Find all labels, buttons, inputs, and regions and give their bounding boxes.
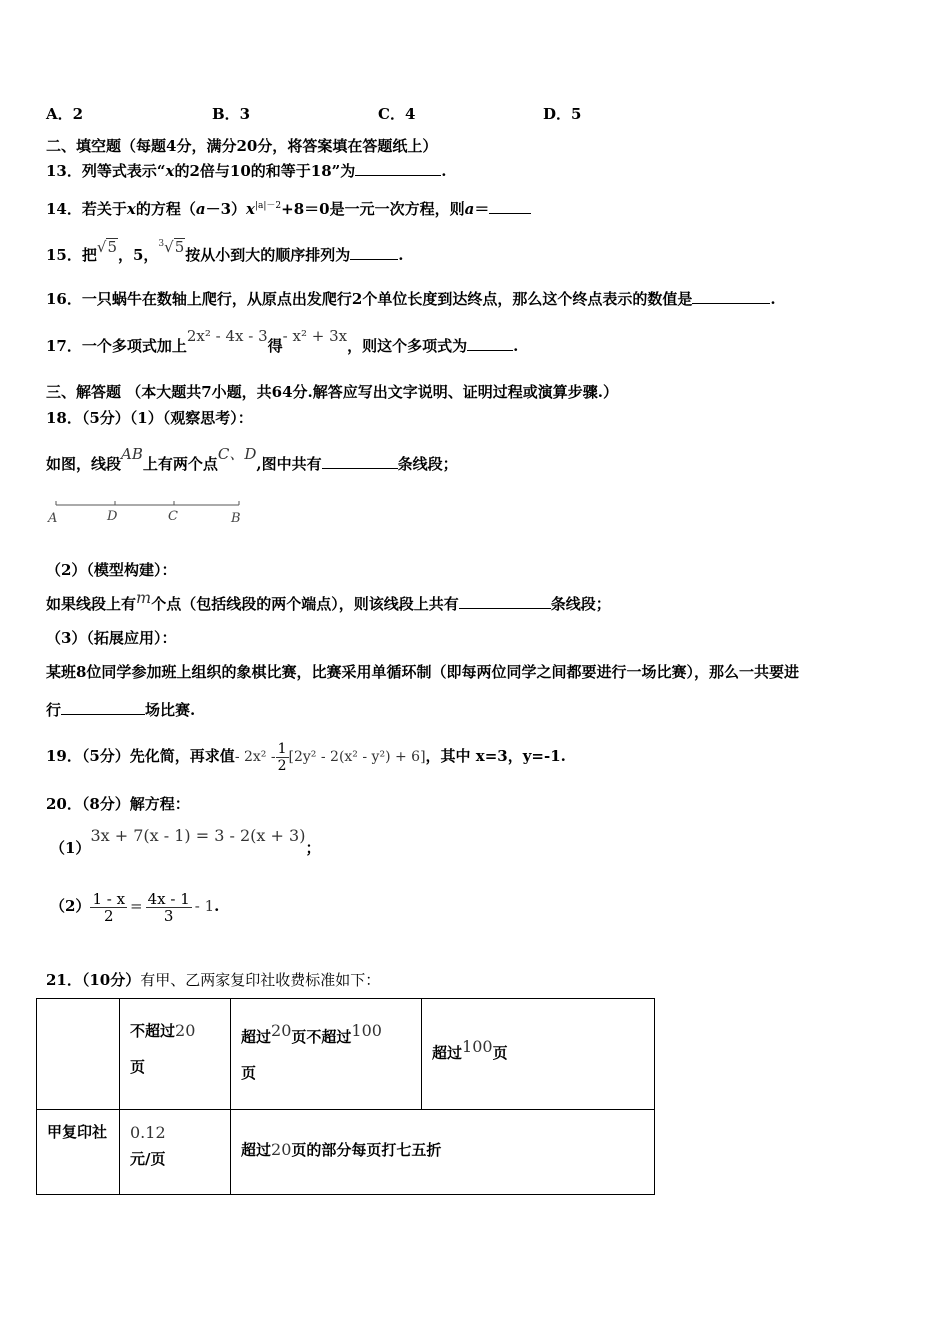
- q14-exponent: |a|－2: [254, 201, 282, 211]
- option-d: D．5: [543, 105, 582, 123]
- q18-l1-pre: 如图，线段: [46, 455, 122, 473]
- table-header-cell: 超过$^{20}$页不超过$^{100}$ 页: [231, 999, 422, 1110]
- question-15: [46, 238, 404, 265]
- answer-blank[interactable]: [61, 700, 145, 715]
- q18-l1-mid: 上有两个点: [142, 455, 218, 473]
- label-b: B: [231, 511, 241, 526]
- cube-root-5: $^3$√5: [158, 238, 185, 256]
- q20-e1-end: ；: [305, 839, 321, 857]
- q20-p1-label: （1）: [50, 839, 91, 857]
- q17-poly-1: 2x² - 4x - 3: [186, 327, 268, 345]
- q14-eq: ＝: [474, 200, 490, 218]
- question-16: [46, 289, 776, 309]
- q17-pre: 17．一个多项式加上: [46, 337, 187, 355]
- answer-blank[interactable]: [350, 245, 398, 260]
- q20-end: .: [214, 897, 220, 915]
- table-cell: $^{0.12}$ 元/页: [120, 1110, 231, 1195]
- q15-pre: 15．把: [46, 246, 97, 264]
- q14-a: a: [195, 200, 206, 218]
- label-d: D: [107, 509, 118, 524]
- q21-head: 21．（10分）: [46, 971, 141, 989]
- q16-end: .: [770, 290, 776, 308]
- answer-blank[interactable]: [692, 289, 770, 304]
- question-18-line-1: [46, 445, 458, 474]
- q18-part-2-heading: （2）（模型构建）：: [46, 561, 177, 579]
- q18-part-3-heading: （3）（拓展应用）：: [46, 629, 177, 647]
- question-13: [46, 161, 447, 181]
- q19-expr-b: [2y² - 2(x² - y²) + 6]: [288, 749, 426, 765]
- question-18-line-2: [46, 588, 611, 614]
- fraction-2: $\frac{4x - 1}{3}$: [147, 889, 190, 925]
- question-20-part-1: [50, 826, 320, 866]
- q18-l2-pre: 如果线段上有: [46, 595, 137, 613]
- option-a: A．2: [46, 105, 84, 123]
- sqrt-5: √5: [96, 238, 117, 256]
- q20-p2-label: （2）: [50, 897, 91, 915]
- question-17: [46, 327, 519, 356]
- q19-post: ，其中 x=3，y=-1.: [425, 747, 566, 765]
- q17-end: .: [513, 337, 519, 355]
- q13-pre: 13．列等式表示“: [46, 162, 166, 180]
- question-20-heading: 20．（8分）解方程：: [46, 795, 190, 813]
- q14-pre: 14．若关于: [46, 200, 127, 218]
- q18-l4-pre: 行: [46, 701, 62, 719]
- section-2-heading: 二、填空题（每题4分，满分20分，将答案填在答题纸上）: [46, 137, 438, 155]
- q14-x2: x: [246, 200, 255, 218]
- fraction-1: $\frac{1 - x}{2}$: [92, 889, 126, 925]
- label-a: A: [48, 511, 58, 526]
- q14-mid2: －3）: [205, 200, 247, 218]
- q21-text: 有甲、乙两家复印社收费标准如下：: [140, 971, 381, 989]
- answer-blank[interactable]: [355, 161, 441, 176]
- question-14: [46, 196, 531, 219]
- table-header-cell: 不超过20 页: [120, 999, 231, 1110]
- q18-l4-post: 场比赛.: [145, 701, 196, 719]
- q14-mid3: +8＝0是一元一次方程，则: [281, 200, 465, 218]
- q14-mid: 的方程（: [135, 200, 196, 218]
- table-row-label: 甲复印社: [37, 1110, 120, 1195]
- table-cell-empty: [37, 999, 120, 1110]
- q19-pre: 19．（5分）先化简，再求值: [46, 747, 235, 765]
- q18-l1-mid2: ,图中共有: [256, 455, 322, 473]
- table-header-cell: 超过$^{100}$页: [422, 999, 655, 1110]
- option-c: C．4: [378, 105, 416, 123]
- segment-ab: AB: [121, 445, 143, 463]
- equals-sign: =: [130, 897, 143, 915]
- question-18-line-3: 某班8位同学参加班上组织的象棋比赛，比赛采用单循环制（即每两位同学之间都要进行一场比赛），那么一共要进: [46, 663, 799, 681]
- answer-blank[interactable]: [467, 336, 513, 351]
- table-row: [37, 1110, 655, 1195]
- q18-l2-mid: 个点（包括线段的两个端点），则该线段上共有: [151, 595, 459, 613]
- q17-post: ，则这个多项式为: [347, 337, 468, 355]
- var-m: m: [136, 588, 152, 607]
- q15-post: 按从小到大的顺序排列为: [185, 246, 351, 264]
- points-cd: C、D: [217, 445, 257, 463]
- q17-poly-2: - x² + 3x: [282, 327, 348, 345]
- label-c: C: [168, 509, 178, 524]
- answer-blank[interactable]: [489, 199, 531, 214]
- q17-mid: 得: [267, 337, 283, 355]
- equation-1: 3x + 7(x - 1) = 3 - 2(x + 3): [90, 826, 306, 845]
- q20-tail: - 1: [194, 897, 215, 915]
- q13-var: x: [165, 162, 175, 180]
- q13-mid: 的2倍与10的和等于18”为: [174, 162, 356, 180]
- fraction-half: $\frac{1}{2}$: [277, 740, 287, 774]
- q13-post: .: [441, 162, 447, 180]
- q14-x: x: [126, 200, 136, 218]
- q18-l1-post: 条线段；: [397, 455, 458, 473]
- answer-blank[interactable]: [459, 594, 551, 609]
- question-18-line-4: [46, 700, 195, 720]
- q18-l2-post: 条线段；: [550, 595, 611, 613]
- section-3-heading: 三、解答题 （本大题共7小题，共64分.解答应写出文字说明、证明过程或演算步骤.）: [46, 383, 618, 401]
- q19-expr-a: - 2x² -: [234, 749, 276, 765]
- answer-blank[interactable]: [322, 454, 398, 469]
- table-header-row: [37, 999, 655, 1110]
- table-cell: 超过20页的部分每页打七五折: [231, 1110, 655, 1195]
- option-b: B．3: [212, 105, 251, 123]
- question-20-part-2: [50, 884, 219, 928]
- price-table: [36, 998, 655, 1195]
- q15-sep: ，5，: [117, 246, 159, 264]
- question-18-heading: 18．（5分）（1）（观察思考）：: [46, 409, 253, 427]
- q15-end: .: [398, 246, 404, 264]
- q16-text: 16．一只蜗牛在数轴上爬行，从原点出发爬行2个单位长度到达终点，那么这个终点表示的数值是: [46, 290, 693, 308]
- question-19: [46, 734, 566, 778]
- question-21-heading: [46, 970, 380, 990]
- q14-a2: a: [464, 200, 475, 218]
- segment-figure: [44, 496, 254, 530]
